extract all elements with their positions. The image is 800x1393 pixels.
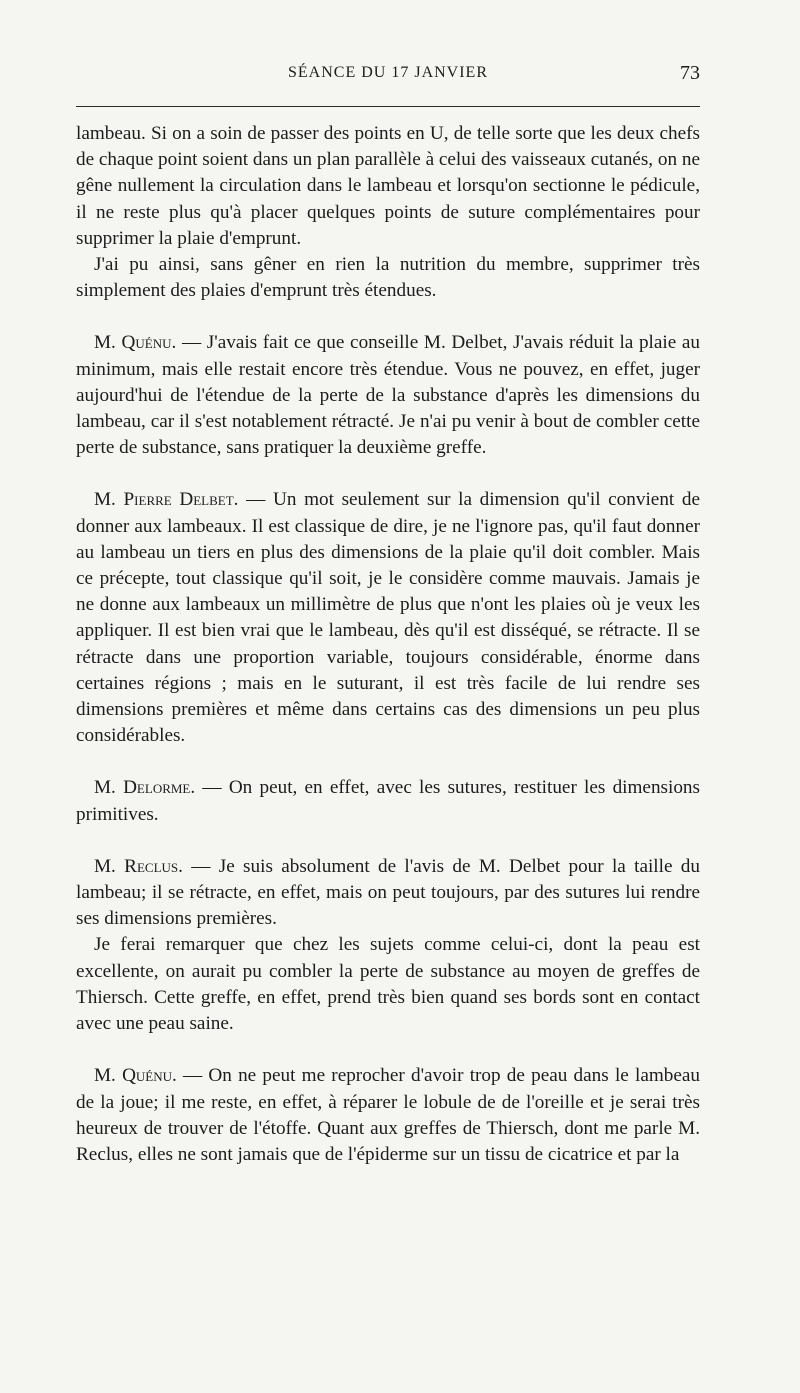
speaker-name: M. Reclus. xyxy=(94,855,183,877)
speaker-name: M. Delorme. xyxy=(94,777,196,799)
paragraph: M. Quénu. — On ne peut me reprocher d'avoir trop de peau dans le lambeau de la joue; il me reste, en effet, à réparer le lobule de de l'oreille et je serai très heureux de trouver de l'étoffe. Quant aux greffes de Thiersch, dont me parle M. Reclus, elles ne sont jamais que de l'épiderme sur un tissu de cicatrice et par la xyxy=(76,1065,700,1165)
speaker-name: M. Quénu. xyxy=(94,1065,177,1087)
paragraph: M. Quénu. — J'avais fait ce que conseille M. Delbet, J'avais réduit la plaie au minimum, mais elle restait encore très étendue. Vous ne pouvez, en effet, juger aujourd'hui de l'étendue de la perte de la substance d'après les dimensions du lambeau, car il s'est notablement rétracté. Je n'ai pu venir à bout de combler cette perte de substance, sans pratiquer la deuxième greffe. xyxy=(76,332,700,459)
paragraph: M. Reclus. — Je suis absolument de l'avis de M. Delbet pour la taille du lambeau; il se rétracte, en effet, mais on peut toujours, par des sutures lui rendre ses dimensions premières. xyxy=(76,855,700,930)
paragraph: Je ferai remarquer que chez les sujets comme celui-ci, dont la peau est excellente, on aurait pu combler la perte de substance au moyen de greffes de Thiersch. Cette greffe, en effet, prend très bien quand ses bords sont en contact avec une peau saine. xyxy=(76,934,700,1035)
paragraph: M. Delorme. — On peut, en effet, avec les sutures, restituer les dimensions primitives. xyxy=(76,777,700,825)
header-title: SÉANCE DU 17 JANVIER xyxy=(288,64,488,81)
speaker-name: M. Quénu. xyxy=(94,332,177,354)
header-rule xyxy=(76,106,700,107)
running-header xyxy=(76,64,700,94)
paragraph: lambeau. Si on a soin de passer des points en U, de telle sorte que les deux chefs de chaque point soient dans un plan parallèle à celui des vaisseaux cutanés, on ne gêne nullement la circulation dans le lambeau et lorsqu'on sectionne le pédicule, il ne reste plus qu'à placer quelques points de suture complémentaires pour supprimer la plaie d'emprunt. xyxy=(76,123,700,249)
paragraph: M. Pierre Delbet. — Un mot seulement sur la dimension qu'il convient de donner aux lambeaux. Il est classique de dire, je ne l'ignore pas, qu'il faut donner au lambeau un tiers en plus des dimensions de la plaie qu'il doit combler. Mais ce précepte, tout classique qu'il soit, je le considère comme mauvais. Jamais je ne donne aux lambeaux un millimètre de plus que n'ont les plaies où je veux les appliquer. Il est bien vrai que le lambeau, dès qu'il est disséqué, se rétracte. Il se rétracte dans une proportion variable, toujours considérable, énorme dans certaines régions ; mais en le suturant, il est très facile de lui rendre ses dimensions premières et même dans certains cas des dimensions un peu plus considérables. xyxy=(76,489,701,747)
page-number: 73 xyxy=(680,62,700,84)
body-text xyxy=(76,121,700,1168)
speaker-name: M. Pierre Delbet. xyxy=(94,489,239,511)
paragraph: J'ai pu ainsi, sans gêner en rien la nutrition du membre, supprimer très simplement des plaies d'emprunt très étendues. xyxy=(76,254,700,302)
